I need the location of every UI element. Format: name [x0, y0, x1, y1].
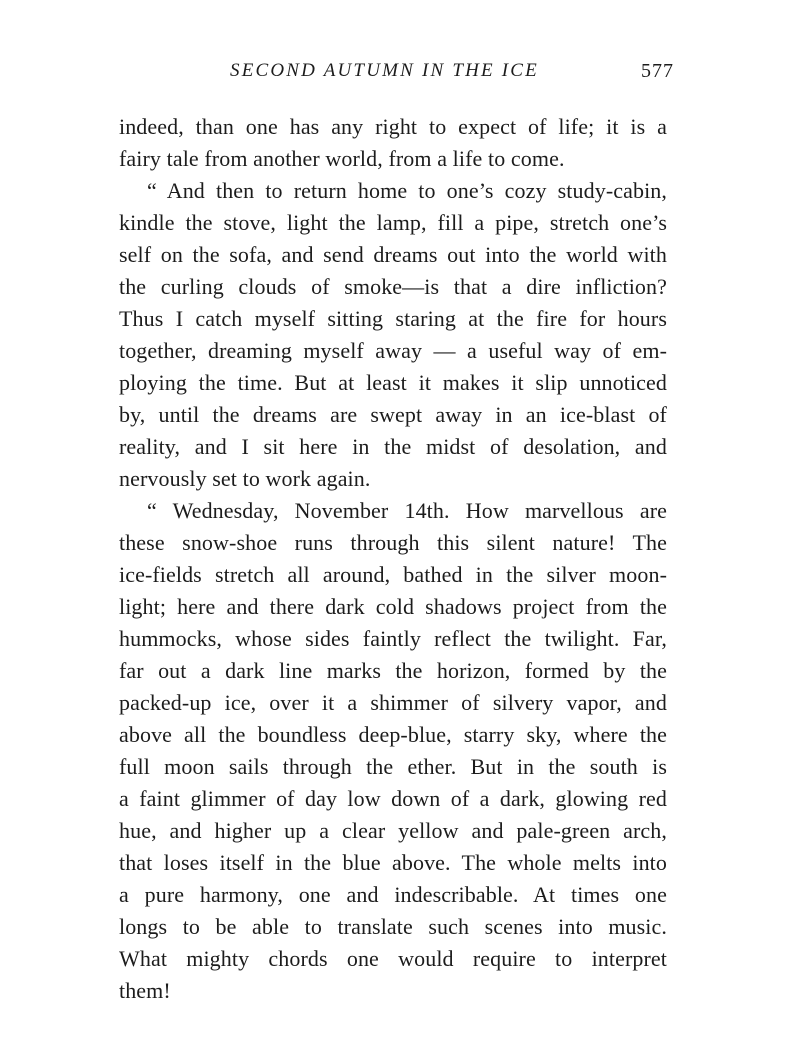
text-line: “ Wednesday, November 14th. How marvellous are — [147, 498, 667, 523]
text-line: kindle the stove, light the lamp, fill a pipe, stretch one’s — [119, 210, 667, 235]
running-head — [118, 60, 674, 90]
text-line: indeed, than one has any right to expect of life; it is a — [119, 114, 667, 139]
text-line: together, dreaming myself away — a useful way of em- — [119, 338, 667, 363]
text-line: light; here and there dark cold shadows project from the — [119, 594, 667, 619]
text-line: fairy tale from another world, from a life to come. — [119, 146, 565, 171]
text-line: far out a dark line marks the horizon, formed by the — [119, 658, 667, 683]
text-line: full moon sails through the ether. But in the south is — [119, 754, 667, 779]
text-line: a faint glimmer of day low down of a dark, glowing red — [119, 786, 667, 811]
text-line: them! — [119, 978, 171, 1003]
text-line: these snow-shoe runs through this silent nature! The — [119, 530, 667, 555]
text-line: by, until the dreams are swept away in an ice-blast of — [119, 402, 667, 427]
text-line: above all the boundless deep-blue, starry sky, where the — [119, 722, 667, 747]
text-line: that loses itself in the blue above. The whole melts into — [119, 850, 667, 875]
text-line: ploying the time. But at least it makes it slip unnoticed — [119, 370, 667, 395]
text-line: longs to be able to translate such scenes into music. — [119, 914, 667, 939]
text-line: Thus I catch myself sitting staring at the fire for hours — [119, 306, 667, 331]
text-line: a pure harmony, one and indescribable. At times one — [119, 882, 667, 907]
page-number: 577 — [641, 60, 674, 82]
text-line: packed-up ice, over it a shimmer of silvery vapor, and — [119, 690, 667, 715]
running-title: SECOND AUTUMN IN THE ICE — [230, 60, 539, 81]
text-line: ice-fields stretch all around, bathed in the silver moon- — [119, 562, 667, 587]
text-line: self on the sofa, and send dreams out into the world with — [119, 242, 667, 267]
text-line: nervously set to work again. — [119, 466, 371, 491]
text-line: “ And then to return home to one’s cozy study-cabin, — [147, 178, 667, 203]
text-line: reality, and I sit here in the midst of desolation, and — [119, 434, 667, 459]
text-line: hummocks, whose sides faintly reflect the twilight. Far, — [119, 626, 667, 651]
text-line: What mighty chords one would require to interpret — [119, 946, 667, 971]
text-line: hue, and higher up a clear yellow and pale-green arch, — [119, 818, 667, 843]
text-line: the curling clouds of smoke—is that a dire infliction? — [119, 274, 667, 299]
